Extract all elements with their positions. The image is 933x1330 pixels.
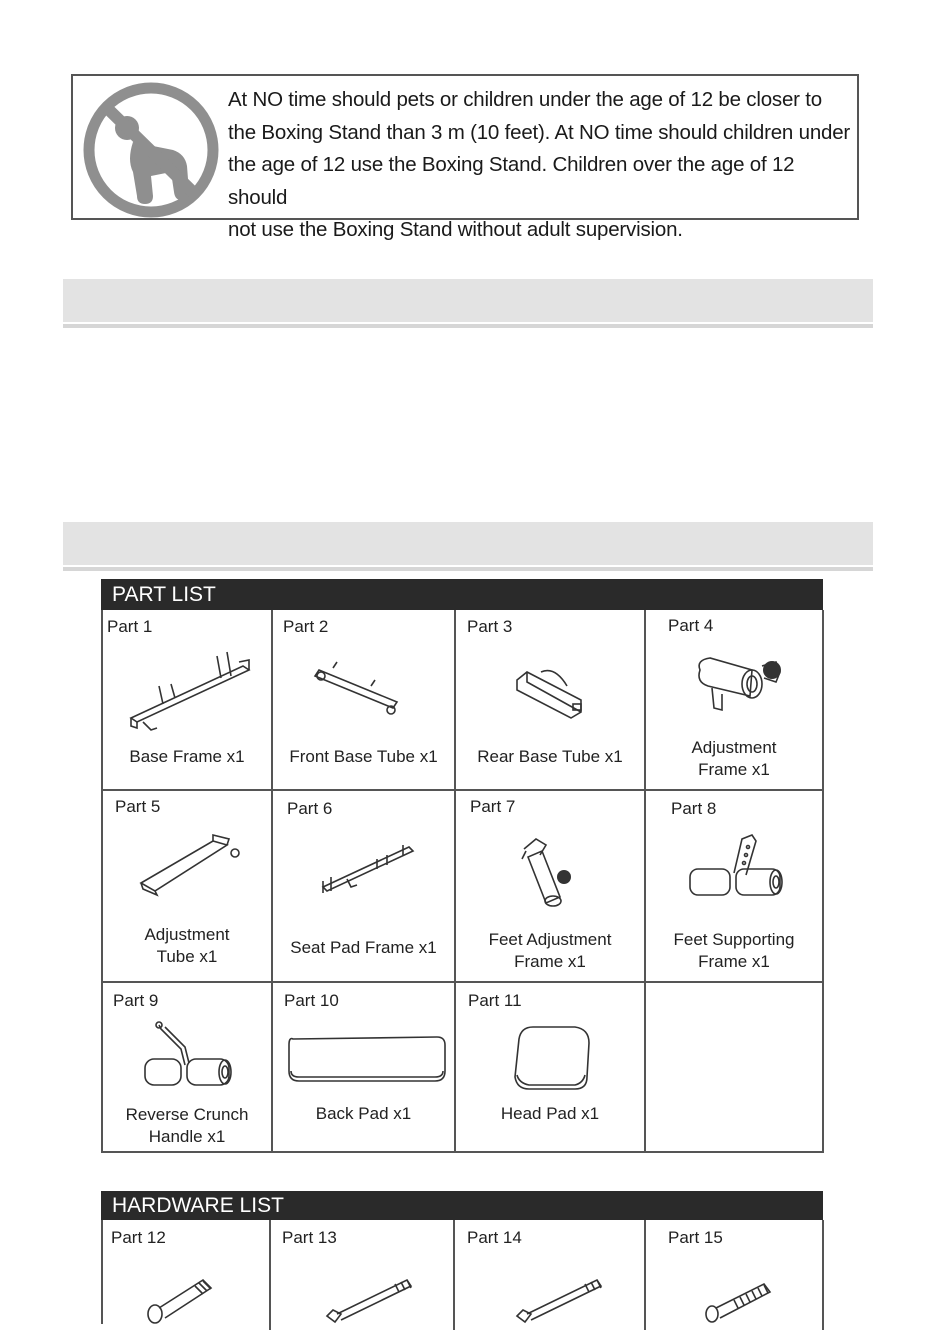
- long-bolt-icon: [511, 1270, 611, 1324]
- part-cell: [456, 791, 646, 983]
- part-cell: [456, 610, 646, 791]
- part-name: [456, 746, 644, 768]
- head-pad-icon: [511, 1023, 593, 1095]
- base-frame-icon: [123, 648, 253, 734]
- part-list-header: PART LIST: [101, 579, 823, 610]
- part-name: [103, 924, 271, 967]
- part-name: [456, 1103, 644, 1125]
- part-number: Part 7: [470, 797, 516, 816]
- section-bar-2: [63, 522, 873, 565]
- part-name-line: Head Pad x1: [500, 1104, 600, 1123]
- part-name-line: Frame x1: [698, 951, 770, 971]
- part-number: Part 5: [115, 797, 161, 816]
- part-cell: [273, 610, 456, 791]
- part-name-line: Frame x1: [514, 951, 586, 971]
- part-number: Part 11: [468, 991, 522, 1010]
- part-list-grid: [101, 610, 824, 1153]
- part-name-line: Adjustment: [691, 738, 777, 757]
- part-number: Part 1: [107, 617, 153, 636]
- part-cell: [646, 610, 824, 791]
- part-name-line: Seat Pad Frame x1: [290, 938, 437, 957]
- warning-text: [228, 84, 853, 247]
- part-name: [273, 937, 454, 959]
- hardware-cell: [271, 1220, 455, 1330]
- part-name-line: Feet Supporting: [673, 930, 795, 949]
- part-name: [273, 1103, 454, 1125]
- hardware-cell: [646, 1220, 824, 1330]
- part-cell: [646, 791, 824, 983]
- part-number: Part 2: [283, 617, 329, 636]
- part-number: Part 9: [113, 991, 159, 1010]
- part-cell: [273, 983, 456, 1153]
- part-number: Part 10: [284, 991, 339, 1010]
- part-name: [646, 737, 822, 780]
- warning-line: the age of 12 use the Boxing Stand. Children over the age of 12 should: [228, 153, 795, 209]
- part-name-line: Reverse Crunch: [125, 1105, 249, 1124]
- rear-base-tube-icon: [511, 666, 591, 726]
- part-number: Part 6: [287, 799, 333, 818]
- part-number: Part 12: [111, 1228, 166, 1247]
- threaded-bolt-icon: [700, 1274, 780, 1324]
- reverse-crunch-handle-icon: [141, 1021, 241, 1093]
- part-cell: [103, 983, 273, 1153]
- part-cell: [456, 983, 646, 1153]
- hardware-list-grid: [101, 1220, 824, 1324]
- front-base-tube-icon: [313, 658, 403, 718]
- part-name: [103, 746, 271, 768]
- feet-adjustment-frame-icon: [516, 833, 586, 913]
- no-children-icon: [81, 80, 221, 220]
- adjustment-frame-icon: [692, 648, 788, 720]
- part-number: Part 8: [671, 799, 717, 818]
- part-number: Part 4: [668, 616, 714, 635]
- part-name-line: Front Base Tube x1: [289, 747, 438, 766]
- back-pad-icon: [285, 1031, 449, 1087]
- part-number: Part 15: [668, 1228, 723, 1247]
- warning-line: the Boxing Stand than 3 m (10 feet). At NO time should children under: [228, 120, 851, 144]
- empty-cell: [646, 983, 824, 1153]
- long-bolt-icon: [321, 1270, 421, 1324]
- section-divider-1: [63, 324, 873, 328]
- part-cell: [273, 791, 456, 983]
- part-name: [273, 746, 454, 768]
- part-name-line: Adjustment: [144, 925, 230, 944]
- part-name-line: Tube x1: [156, 946, 218, 966]
- part-name-line: Back Pad x1: [315, 1104, 412, 1123]
- part-name-line: Feet Adjustment: [488, 930, 612, 949]
- part-number: Part 14: [467, 1228, 522, 1247]
- hardware-cell: [103, 1220, 271, 1330]
- section-divider-2: [63, 567, 873, 571]
- hardware-cell: [455, 1220, 646, 1330]
- hardware-list-header: HARDWARE LIST: [101, 1191, 823, 1220]
- seat-pad-frame-icon: [317, 837, 417, 901]
- feet-supporting-frame-icon: [684, 831, 788, 905]
- warning-box: [71, 74, 859, 242]
- warning-line: not use the Boxing Stand without adult supervision.: [228, 218, 683, 242]
- part-number: Part 3: [467, 617, 513, 636]
- part-name-line: Base Frame x1: [129, 747, 245, 766]
- part-name: [103, 1104, 271, 1147]
- part-name-line: Frame x1: [698, 759, 770, 779]
- part-cell: [103, 791, 273, 983]
- warning-line: At NO time should pets or children under the age of 12 be closer to: [228, 88, 822, 111]
- part-name-line: Handle x1: [148, 1126, 226, 1146]
- section-bar-1: [63, 279, 873, 322]
- part-number: Part 13: [282, 1228, 337, 1247]
- part-cell: [103, 610, 273, 791]
- part-name: [646, 929, 822, 972]
- part-name: [456, 929, 644, 972]
- adjustment-tube-icon: [137, 831, 241, 899]
- bolt-icon: [143, 1270, 219, 1324]
- part-name-line: Rear Base Tube x1: [477, 747, 623, 766]
